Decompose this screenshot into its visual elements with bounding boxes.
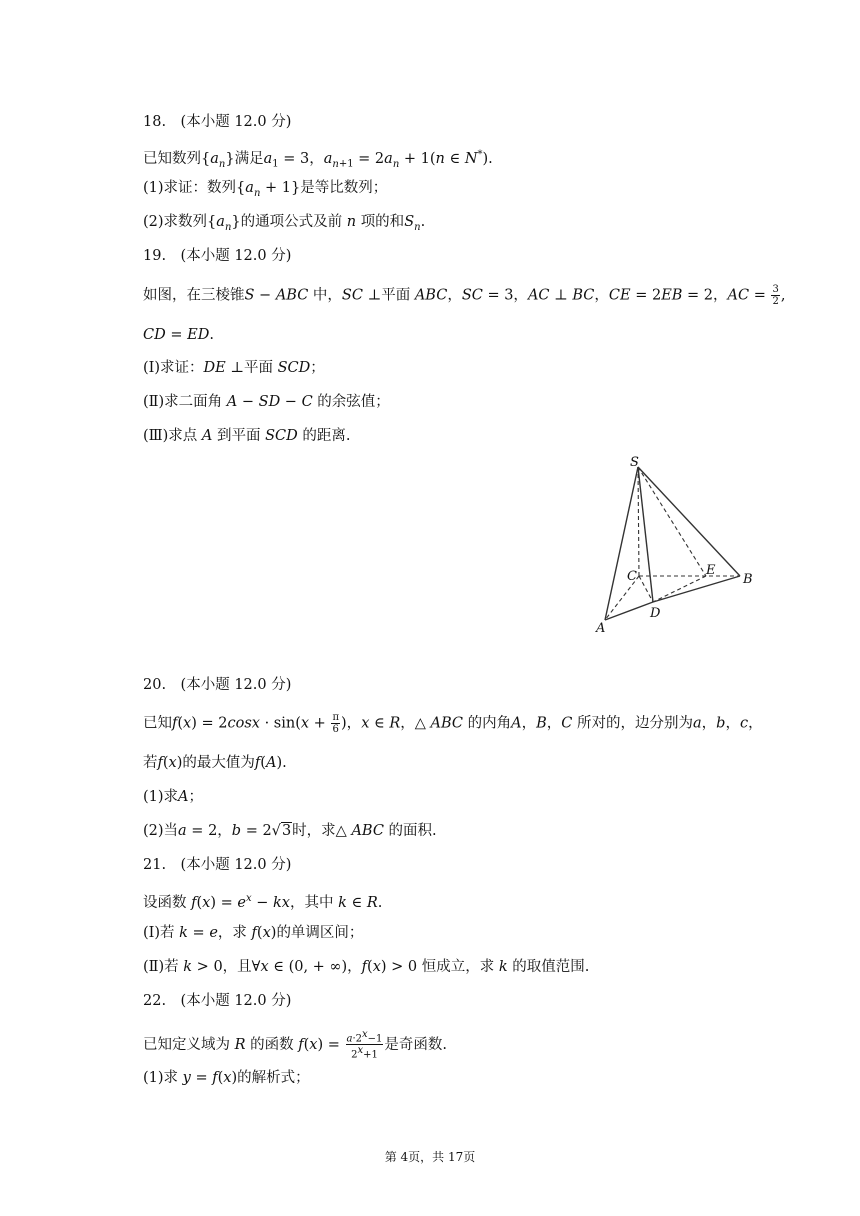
q21-part2: (Ⅱ)若 k > 0，且∀x ∈ (0, + ∞)，f(x) > 0 恒成立，求 k 的取值范围.	[143, 959, 590, 975]
edge-SC	[638, 467, 639, 576]
label-D: D	[650, 606, 661, 621]
q20-stem-line2: 若f(x)的最大值为f(A).	[143, 755, 287, 771]
pyramid-figure	[588, 452, 758, 642]
edge-SB	[638, 467, 740, 576]
label-B: B	[743, 572, 753, 587]
label-C: C	[627, 569, 637, 584]
q18-stem: 已知数列$\{a_n\}$满足$a_1 = 3$，$a_{n+1} = 2a_n + 1(n$ ∈ N*).	[143, 149, 493, 170]
q22-header: 22. (本小题 12.0 分)	[143, 993, 292, 1009]
page-footer: 第 4页，共 17页	[384, 1150, 476, 1164]
q21-stem: 设函数 $f(x) = e^x$ − kx，其中 k ∈ R.	[143, 893, 383, 911]
q18-header: 18. (本小题 12.0 分)	[143, 114, 292, 130]
label-E: E	[706, 563, 716, 578]
q22-stem: 已知定义域为 R 的函数 f(x) = $\frac{a\cdot 2^x-1}{2^x+1}$ 是奇函数.	[143, 1029, 448, 1061]
q19-stem-line2: CD = ED.	[143, 327, 214, 343]
edge-SA	[605, 467, 638, 620]
edge-DB	[653, 576, 740, 602]
q19-part3: (Ⅲ)求点 A 到平面 SCD 的距离.	[143, 428, 351, 444]
q19-part1: (Ⅰ)求证：DE ⊥平面 SCD；	[143, 360, 325, 376]
q20-part2: (2)当a = 2，b = 2√3时，求△ ABC 的面积.	[143, 823, 437, 839]
q20-header: 20. (本小题 12.0 分)	[143, 677, 292, 693]
q21-part1: (Ⅰ)若 k = e，求 f(x)的单调区间；	[143, 925, 364, 941]
q19-header: 19. (本小题 12.0 分)	[143, 248, 292, 264]
q19-stem: 如图，在三棱锥S − ABC 中，SC ⊥平面 ABC，SC = 3，AC ⊥ BC，CE = 2EB = 2，AC = $\frac{3}{2}$ ,	[143, 284, 786, 307]
q19-part2: (Ⅱ)求二面角 A − SD − C 的余弦值；	[143, 394, 390, 410]
q18-part1: (1)求证：数列$\{a_n + 1\}$是等比数列；	[143, 180, 388, 199]
q20-stem: 已知f(x) = 2cosx · sin(x + $\frac{\pi}{6}$ )，x ∈ R，△ ABC 的内角A，B，C 所对的，边分别为a，b，c，	[143, 712, 763, 735]
q21-header: 21. (本小题 12.0 分)	[143, 857, 292, 873]
q18-part2: (2)求数列$\{a_n\}$的通项公式及前 n 项的和$S_n$.	[143, 214, 426, 233]
q22-part1: (1)求 y = f(x)的解析式；	[143, 1070, 310, 1086]
label-A: A	[596, 621, 606, 636]
q20-part1: (1)求A；	[143, 789, 204, 805]
label-S: S	[630, 455, 639, 470]
